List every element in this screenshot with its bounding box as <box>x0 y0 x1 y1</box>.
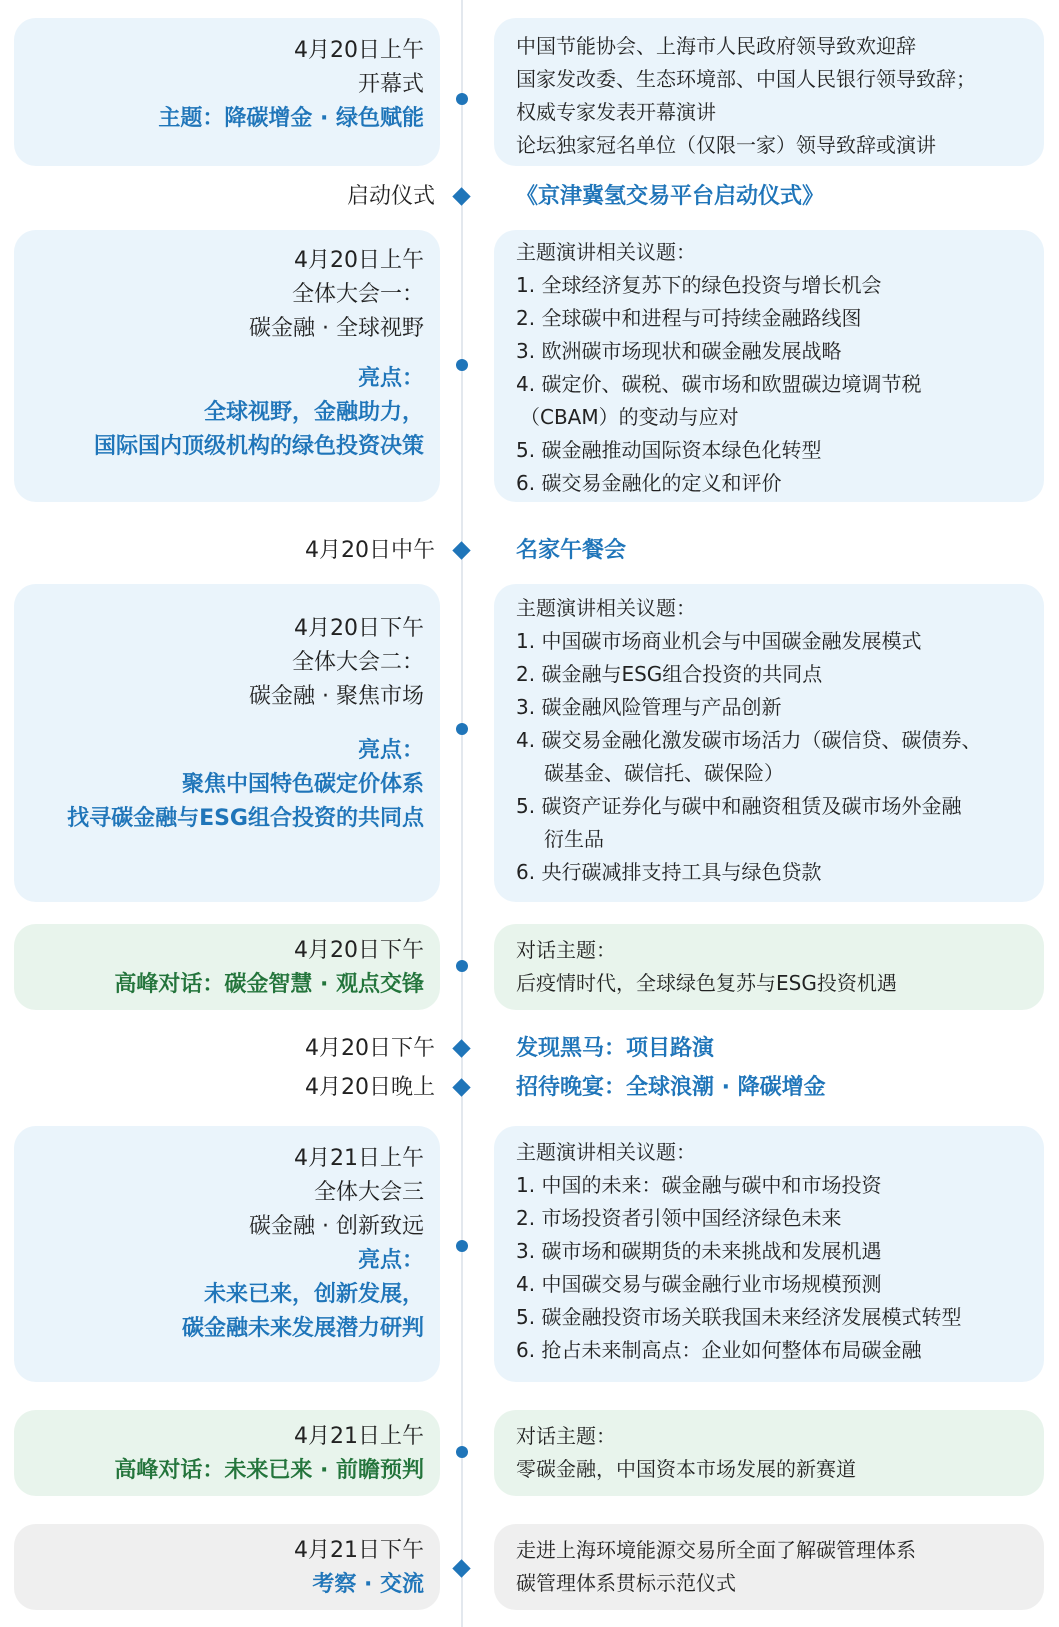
plenary2-highlight-label: 亮点： <box>357 738 424 763</box>
topic-item: 5. 碳资产证券化与碳中和融资租赁及碳市场外金融 <box>516 794 962 818</box>
topic-item: 4. 碳交易金融化激发碳市场活力（碳信贷、碳债券、 <box>516 728 982 752</box>
visit-item: 碳管理体系贯标示范仪式 <box>516 1571 736 1595</box>
plenary1-date: 4月20日上午 <box>294 248 424 273</box>
opening-item: 论坛独家冠名单位（仅限一家）领导致辞或演讲 <box>516 133 936 157</box>
topic-item: 1. 全球经济复苏下的绿色投资与增长机会 <box>516 273 882 297</box>
launch-title: 《京津冀氢交易平台启动仪式》 <box>516 184 825 209</box>
plenary1-left-card <box>14 230 440 502</box>
dialogue2-date: 4月21日上午 <box>294 1424 424 1449</box>
topic-item: 3. 碳金融风险管理与产品创新 <box>516 695 782 719</box>
topic-header: 主题演讲相关议题： <box>516 596 696 620</box>
topic-item: 3. 欧洲碳市场现状和碳金融发展战略 <box>516 339 842 363</box>
topic-item: 5. 碳金融投资市场关联我国未来经济发展模式转型 <box>516 1305 962 1329</box>
plenary3-right-card <box>494 1126 1044 1382</box>
topic-item: 1. 中国的未来：碳金融与碳中和市场投资 <box>516 1173 882 1197</box>
roadshow-title: 发现黑马：项目路演 <box>516 1036 715 1061</box>
timeline-diamond <box>452 1039 470 1057</box>
plenary1-title: 全体大会一： <box>291 282 424 307</box>
plenary2-subtitle: 碳金融 · 聚焦市场 <box>249 684 424 709</box>
visit-right-card <box>494 1524 1044 1610</box>
plenary3-highlight: 碳金融未来发展潜力研判 <box>181 1316 424 1341</box>
plenary2-title: 全体大会二： <box>291 650 424 675</box>
plenary1-highlight-label: 亮点： <box>357 366 424 391</box>
dinner-title: 招待晚宴：全球浪潮 · 降碳增金 <box>516 1075 826 1100</box>
plenary1-highlight: 全球视野，金融助力， <box>203 400 424 425</box>
dialogue1-topic: 后疫情时代，全球绿色复苏与ESG投资机遇 <box>516 971 897 995</box>
plenary2-date: 4月20日下午 <box>294 616 424 641</box>
timeline-diamond <box>452 1559 470 1577</box>
dialogue2-topic: 零碳金融，中国资本市场发展的新赛道 <box>516 1457 856 1481</box>
plenary2-right-card <box>494 584 1044 902</box>
opening-item: 权威专家发表开幕演讲 <box>516 100 716 124</box>
dialogue2-right-card <box>494 1410 1044 1496</box>
visit-date: 4月21日下午 <box>294 1538 424 1563</box>
dinner-time: 4月20日晚上 <box>305 1075 435 1100</box>
plenary2-left-card <box>14 584 440 902</box>
timeline-dot <box>456 1240 468 1252</box>
topic-item: 2. 碳金融与ESG组合投资的共同点 <box>516 662 823 686</box>
dialogue1-left-card <box>14 924 440 1010</box>
plenary2-highlight: 聚焦中国特色碳定价体系 <box>181 772 424 797</box>
topic-item: 5. 碳金融推动国际资本绿色化转型 <box>516 438 822 462</box>
timeline-dot <box>456 359 468 371</box>
roadshow-time: 4月20日下午 <box>305 1036 435 1061</box>
topic-item: 6. 央行碳减排支持工具与绿色贷款 <box>516 860 822 884</box>
timeline-diamond <box>452 1078 470 1096</box>
topic-item: 2. 全球碳中和进程与可持续金融路线图 <box>516 306 862 330</box>
opening-theme: 主题：降碳增金 · 绿色赋能 <box>158 106 424 131</box>
plenary3-highlight: 未来已来，创新发展， <box>203 1282 424 1307</box>
timeline-dot <box>456 723 468 735</box>
opening-left-card <box>14 18 440 166</box>
plenary3-highlight-label: 亮点： <box>357 1248 424 1273</box>
topic-item: 6. 碳交易金融化的定义和评价 <box>516 471 782 495</box>
topic-header: 主题演讲相关议题： <box>516 240 696 264</box>
opening-item: 国家发改委、生态环境部、中国人民银行领导致辞； <box>516 67 976 91</box>
launch-label: 启动仪式 <box>346 184 435 209</box>
timeline-diamond <box>452 187 470 205</box>
plenary1-subtitle: 碳金融 · 全球视野 <box>249 316 424 341</box>
topic-item: 碳基金、碳信托、碳保险） <box>544 761 784 785</box>
topic-item: 3. 碳市场和碳期货的未来挑战和发展机遇 <box>516 1239 882 1263</box>
dialogue1-header: 对话主题： <box>516 938 616 962</box>
timeline-diamond <box>452 541 470 559</box>
lunch-time: 4月20日中午 <box>305 538 435 563</box>
timeline-line <box>461 0 463 1627</box>
lunch-title: 名家午餐会 <box>516 538 627 563</box>
plenary3-left-card <box>14 1126 440 1382</box>
opening-item: 中国节能协会、上海市人民政府领导致欢迎辞 <box>516 34 916 58</box>
topic-header: 主题演讲相关议题： <box>516 1140 696 1164</box>
dialogue2-header: 对话主题： <box>516 1424 616 1448</box>
opening-title: 开幕式 <box>357 72 424 97</box>
dialogue1-title: 高峰对话：碳金智慧 · 观点交锋 <box>114 972 424 997</box>
plenary3-title: 全体大会三 <box>313 1180 424 1205</box>
dialogue1-date: 4月20日下午 <box>294 938 424 963</box>
dialogue2-title: 高峰对话：未来已来 · 前瞻预判 <box>114 1458 424 1483</box>
topic-item: （CBAM）的变动与应对 <box>520 405 739 429</box>
visit-left-card <box>14 1524 440 1610</box>
topic-item: 2. 市场投资者引领中国经济绿色未来 <box>516 1206 842 1230</box>
dialogue1-right-card <box>494 924 1044 1010</box>
plenary3-date: 4月21日上午 <box>294 1146 424 1171</box>
opening-right-card <box>494 18 1044 166</box>
topic-item: 衍生品 <box>544 827 604 851</box>
dialogue2-left-card <box>14 1410 440 1496</box>
plenary2-highlight: 找寻碳金融与ESG组合投资的共同点 <box>67 806 424 831</box>
topic-item: 6. 抢占未来制高点：企业如何整体布局碳金融 <box>516 1338 922 1362</box>
plenary3-subtitle: 碳金融 · 创新致远 <box>249 1214 424 1239</box>
timeline-dot <box>456 93 468 105</box>
plenary1-right-card <box>494 230 1044 502</box>
plenary1-highlight: 国际国内顶级机构的绿色投资决策 <box>93 434 424 459</box>
timeline-dot <box>456 960 468 972</box>
topic-item: 4. 碳定价、碳税、碳市场和欧盟碳边境调节税 <box>516 372 922 396</box>
topic-item: 4. 中国碳交易与碳金融行业市场规模预测 <box>516 1272 882 1296</box>
topic-item: 1. 中国碳市场商业机会与中国碳金融发展模式 <box>516 629 922 653</box>
visit-title: 考察 · 交流 <box>312 1572 424 1597</box>
timeline-dot <box>456 1446 468 1458</box>
visit-item: 走进上海环境能源交易所全面了解碳管理体系 <box>516 1538 916 1562</box>
opening-date: 4月20日上午 <box>294 38 424 63</box>
